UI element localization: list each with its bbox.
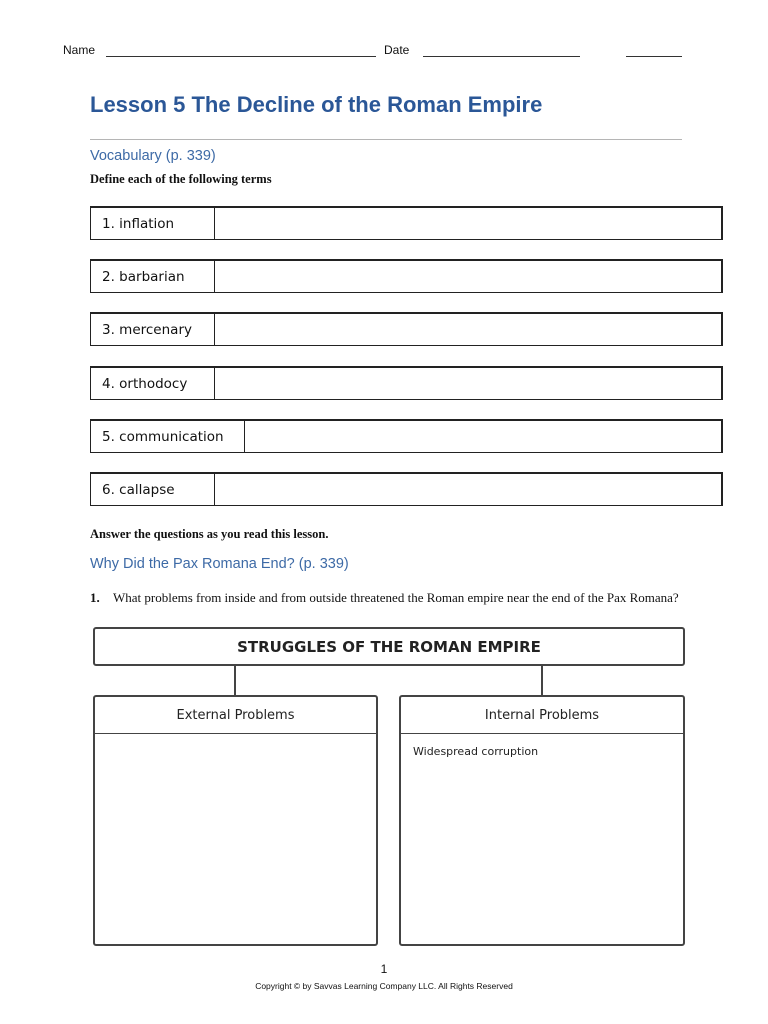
vocab-definition-field[interactable] (215, 368, 721, 399)
date-field[interactable] (423, 56, 580, 57)
vocab-definition-field[interactable] (215, 474, 721, 505)
external-problems-box[interactable] (93, 695, 378, 946)
questions-instruction: Answer the questions as you read this lesson. (90, 527, 329, 541)
vocab-term: 5. communication (91, 421, 245, 452)
vocab-row-barbarian (90, 259, 723, 293)
vocab-term: 1. inflation (91, 208, 215, 239)
internal-problems-heading: Internal Problems (401, 697, 683, 734)
external-problems-heading: External Problems (95, 697, 376, 734)
vocabulary-heading: Vocabulary (p. 339) (90, 148, 216, 164)
organizer-title: STRUGGLES OF THE ROMAN EMPIRE (237, 637, 541, 656)
name-field[interactable] (106, 56, 376, 57)
copyright-notice: Copyright © by Savvas Learning Company LLC. All Rights Reserved (255, 981, 513, 991)
page-title: Lesson 5 The Decline of the Roman Empire (90, 92, 543, 117)
vocab-term: 2. barbarian (91, 261, 215, 292)
date-label: Date (384, 43, 410, 57)
vocab-definition-field[interactable] (215, 261, 721, 292)
vocab-term: 3. mercenary (91, 314, 215, 345)
vocab-definition-field[interactable] (245, 421, 721, 452)
vocab-row-inflation (90, 206, 723, 240)
organizer-connector-right (541, 665, 543, 696)
page-number: 1 (380, 962, 388, 976)
name-label: Name (63, 43, 96, 57)
vocab-definition-field[interactable] (215, 314, 721, 345)
organizer-connector-left (234, 665, 236, 696)
question-text: What problems from inside and from outside threatened the Roman empire near the end of the Pax Romana? (113, 590, 679, 605)
vocab-definition-field[interactable] (215, 208, 721, 239)
period-field[interactable] (626, 56, 682, 57)
section-heading: Why Did the Pax Romana End? (p. 339) (90, 556, 349, 572)
internal-problems-box[interactable] (399, 695, 685, 946)
question-number: 1. (90, 590, 100, 605)
internal-problem-entry: Widespread corruption (413, 745, 539, 758)
vocab-row-callapse (90, 472, 723, 506)
vocab-row-orthodocy (90, 366, 723, 400)
vocab-term: 6. callapse (91, 474, 215, 505)
vocabulary-instruction: Define each of the following terms (90, 172, 272, 186)
title-divider (90, 139, 682, 140)
organizer-title-box (93, 627, 685, 666)
vocab-row-communication (90, 419, 723, 453)
vocab-row-mercenary (90, 312, 723, 346)
vocab-term: 4. orthodocy (91, 368, 215, 399)
